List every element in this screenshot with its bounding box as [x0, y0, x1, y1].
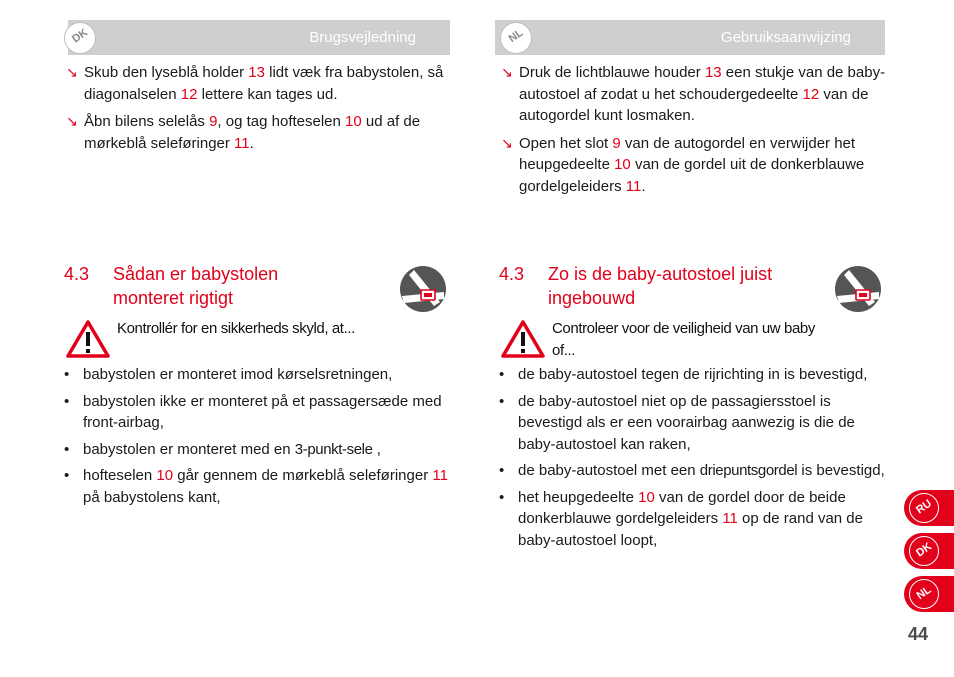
warning-text: Kontrollér for en sikkerheds skyld, at...	[117, 320, 355, 337]
reference-number: 11	[234, 134, 250, 152]
text-run: , og tag hofteselen	[217, 113, 346, 130]
warning-triangle-icon	[66, 320, 110, 358]
reference-number: 10	[156, 467, 174, 484]
text-run: på babystolens kant,	[83, 488, 221, 506]
warning-triangle-icon	[501, 320, 545, 358]
text-run: .	[641, 177, 646, 195]
checklist-item	[499, 391, 891, 456]
instruction-step	[66, 111, 451, 154]
arrow-down-right-icon: ↘	[501, 64, 513, 80]
text-run: van de autogordel en verwijder het heupgedeelte	[519, 134, 856, 173]
text-run: van de gordel door de beide donkerblauwe gordelgeleiders	[518, 488, 846, 527]
bullet-dot: •	[64, 467, 70, 484]
text-run: .	[249, 134, 254, 152]
bullet-dot: •	[64, 392, 70, 410]
checklist-item	[499, 364, 891, 386]
text-run: de baby-autostoel met een	[518, 462, 700, 479]
text-run: babystolen er monteret imod kørselsretningen,	[83, 366, 393, 383]
arrow-down-right-icon: ↘	[66, 113, 78, 129]
header-title: Gebruiksaanwijzing	[720, 29, 851, 46]
arrow-down-right-icon: ↘	[501, 134, 513, 151]
reference-number: 10	[345, 113, 362, 130]
reference-number: 11	[722, 510, 738, 527]
bullet-dot: •	[64, 366, 70, 383]
reference-number: 12	[180, 85, 198, 103]
header-bar	[495, 20, 885, 55]
section-title: Zo is de baby-autostoel juist ingebouwd	[548, 264, 773, 308]
text-run: op de rand van de baby-autostoel loopt,	[518, 510, 863, 549]
seat-belt-icon	[400, 266, 446, 312]
checklist-item	[64, 364, 456, 386]
checklist-item	[64, 439, 456, 461]
instruction-step	[501, 133, 891, 198]
text-run: de baby-autostoel tegen de rijrichting in is bevestigd,	[518, 366, 868, 383]
reference-number: 9	[612, 134, 621, 152]
language-tab-ru[interactable]: RU	[904, 490, 954, 526]
bullet-dot: •	[499, 488, 505, 506]
text-run: een stukje van de baby-autostoel af zodat u het schoudergedeelte	[519, 64, 886, 103]
instruction-steps	[501, 62, 891, 203]
checklist-item	[64, 465, 456, 508]
bullet-dot: •	[499, 392, 505, 410]
belt-type-term: 3-punkt-sele	[294, 440, 373, 458]
language-tab-nl[interactable]: NL	[904, 576, 954, 612]
bullet-dot: •	[499, 366, 505, 383]
instruction-step	[501, 62, 891, 127]
instruction-step	[66, 62, 451, 105]
bullet-dot: •	[64, 440, 70, 458]
checklist	[499, 364, 891, 556]
warning-text: Controleer voor de veiligheid van uw baby of...	[552, 320, 815, 359]
text-run: van de gordel uit de donkerblauwe gordelgeleiders	[519, 156, 865, 195]
reference-number: 13	[704, 64, 722, 81]
text-run: går gennem de mørkeblå seleføringer	[173, 467, 433, 484]
reference-number: 13	[248, 64, 265, 81]
section-number: 4.3	[64, 264, 90, 284]
checklist-item	[64, 391, 456, 434]
text-run: Skub den lyseblå holder	[84, 64, 249, 81]
checklist-item	[499, 487, 891, 552]
text-run: is bevestigd,	[797, 462, 885, 479]
belt-type-term: driepuntsgordel	[699, 462, 798, 479]
instruction-steps	[66, 62, 451, 160]
text-run: babystolen er monteret med en	[83, 440, 295, 458]
checklist	[64, 364, 456, 513]
text-run: lettere kan tages ud.	[197, 85, 338, 103]
text-run: ,	[372, 440, 381, 458]
checklist-item	[499, 460, 891, 482]
section-title: Sådan er babystolen monteret rigtigt	[113, 264, 279, 308]
language-tab-dk[interactable]: DK	[904, 533, 954, 569]
reference-number: 10	[614, 156, 631, 173]
text-run: hofteselen	[83, 467, 157, 484]
page-number: 44	[907, 624, 928, 644]
arrow-down-right-icon: ↘	[66, 64, 78, 80]
reference-number: 9	[209, 113, 218, 130]
header-bar	[68, 20, 450, 55]
header-title: Brugsvejledning	[309, 29, 416, 46]
text-run: lidt væk fra babystolen, så diagonalselen	[84, 64, 444, 103]
text-run: Druk de lichtblauwe houder	[519, 64, 705, 81]
reference-number: 11	[625, 177, 642, 195]
text-run: de baby-autostoel niet op de passagiersstoel is bevestigd als er een voorairbag aanwezig is die de baby-autostoel kan raken,	[518, 392, 855, 453]
seat-belt-icon	[835, 266, 881, 312]
text-run: het heupgedeelte	[518, 488, 639, 506]
language-badge-dk: DK	[64, 22, 96, 54]
text-run: babystolen ikke er monteret på et passagersæde med front-airbag,	[83, 392, 442, 431]
bullet-dot: •	[499, 462, 505, 479]
reference-number: 12	[802, 85, 820, 103]
section-number: 4.3	[499, 264, 525, 284]
text-run: ud af de mørkeblå seleføringer	[84, 113, 421, 152]
text-run: van de autogordel kunt losmaken.	[519, 85, 869, 124]
text-run: Åbn bilens selelås	[84, 113, 210, 130]
reference-number: 10	[638, 488, 655, 506]
language-badge-nl: NL	[500, 22, 532, 54]
text-run: Open het slot	[519, 134, 613, 152]
reference-number: 11	[432, 467, 448, 484]
